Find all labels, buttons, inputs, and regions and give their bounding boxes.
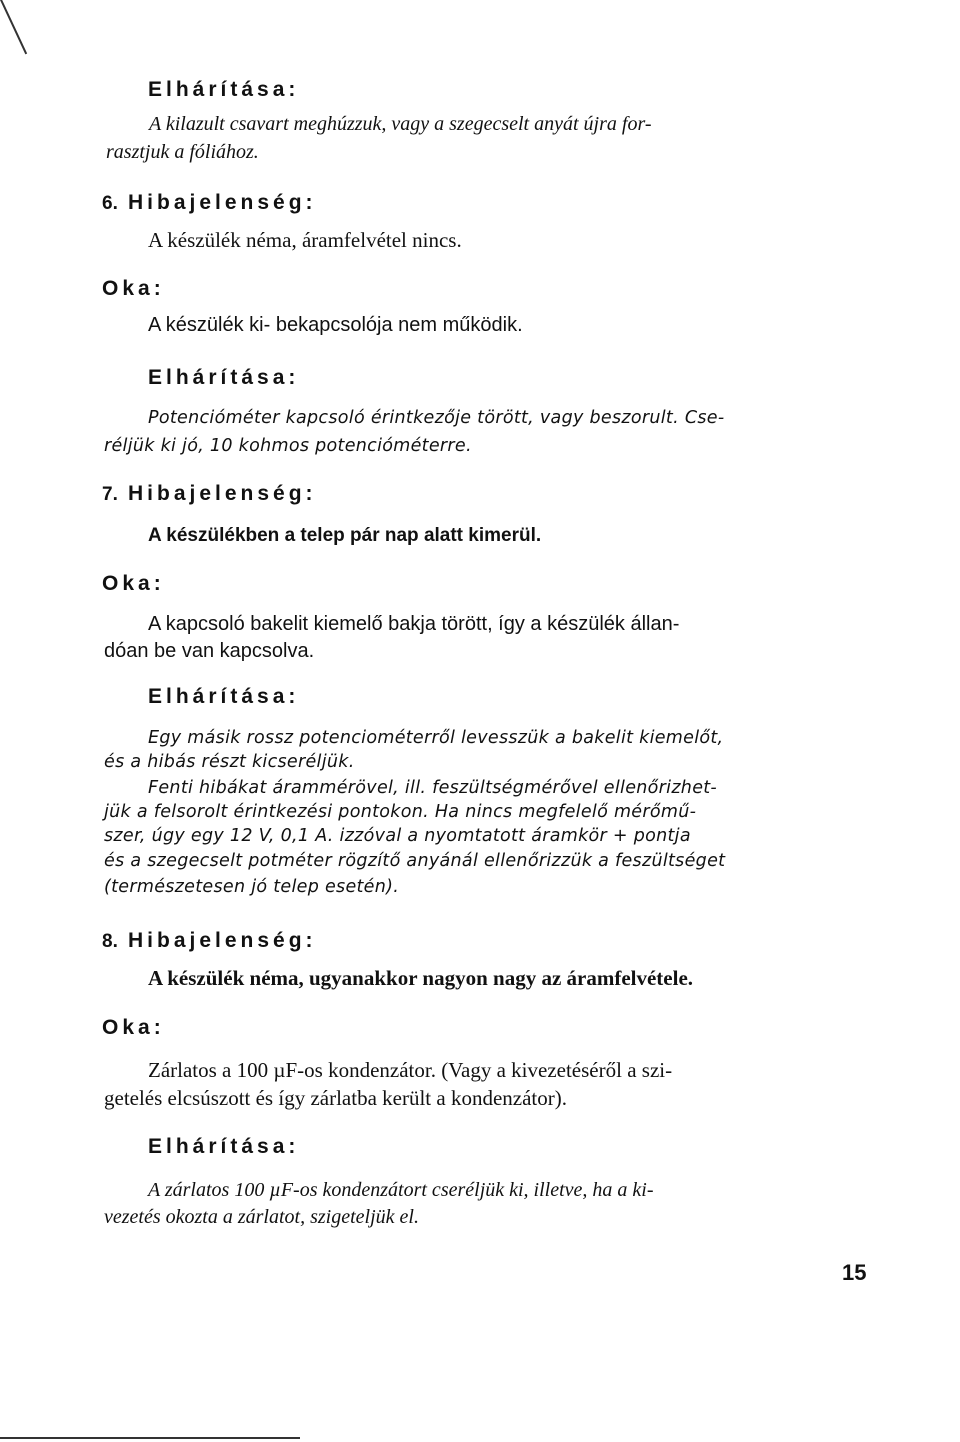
paragraph-line: A kapcsoló bakelit kiemelő bakja törött, így a készülék állan- xyxy=(148,613,680,635)
page-number: 15 xyxy=(842,1260,867,1285)
section-label-oka: Oka: xyxy=(102,1016,165,1039)
section-label-elharitasa: Elhárítása: xyxy=(148,1135,300,1158)
paragraph-line: A készülékben a telep pár nap alatt kimerül. xyxy=(148,525,542,546)
paragraph-line: A kilazult csavart meghúzzuk, vagy a szegecselt anyát újra for- xyxy=(149,113,652,135)
scan-mark-top-left xyxy=(0,0,27,54)
paragraph-line: Zárlatos a 100 µF-os kondenzátor. (Vagy a kivezetéséről a szi- xyxy=(148,1058,673,1082)
fault-number: 6. xyxy=(102,193,118,214)
paragraph-line: és a hibás részt kicseréljük. xyxy=(104,752,355,772)
paragraph-line: Egy másik rossz potenciométerről levesszük a bakelit kiemelőt, xyxy=(148,728,724,748)
section-label-oka: Oka: xyxy=(102,277,165,300)
fault-number: 8. xyxy=(102,931,118,952)
section-label-hibajelenseg: Hibajelenség: xyxy=(128,191,317,214)
section-label-hibajelenseg: Hibajelenség: xyxy=(128,482,317,505)
paragraph-line: szer, úgy egy 12 V, 0,1 A. izzóval a nyomtatott áramkör + pontja xyxy=(104,826,691,846)
paragraph-line: és a szegecselt potméter rögzítő anyánál ellenőrizzük a feszültséget xyxy=(104,851,726,871)
paragraph-line: jük a felsorolt érintkezési pontokon. Ha nincs megfelelő mérőmű- xyxy=(104,802,697,822)
paragraph-line: rasztjuk a fóliához. xyxy=(106,141,259,163)
paragraph-line: A zárlatos 100 µF-os kondenzátort cseréljük ki, illetve, ha a ki- xyxy=(148,1179,654,1201)
paragraph-line: dóan be van kapcsolva. xyxy=(104,640,315,662)
section-label-elharitasa: Elhárítása: xyxy=(148,78,300,101)
section-label-hibajelenseg: Hibajelenség: xyxy=(128,929,317,952)
paragraph-line: vezetés okozta a zárlatot, szigeteljük el. xyxy=(104,1206,419,1228)
paragraph-line: A készülék néma, ugyanakkor nagyon nagy az áramfelvétele. xyxy=(148,966,694,990)
scan-rule-bottom xyxy=(0,1437,300,1439)
paragraph-line: (természetesen jó telep esetén). xyxy=(104,877,400,897)
section-label-elharitasa: Elhárítása: xyxy=(148,366,300,389)
paragraph-line: getelés elcsúszott és így zárlatba került a kondenzátor). xyxy=(104,1086,567,1110)
fault-number: 7. xyxy=(102,484,118,505)
paragraph-line: Fenti hibákat árammérövel, ill. feszültségmérővel ellenőrizhet- xyxy=(148,778,718,798)
paragraph-line: réljük ki jó, 10 kohmos potencióméterre. xyxy=(104,436,472,456)
section-label-elharitasa: Elhárítása: xyxy=(148,685,300,708)
section-label-oka: Oka: xyxy=(102,572,165,595)
paragraph-line: A készülék néma, áramfelvétel nincs. xyxy=(148,228,462,252)
paragraph-line: A készülék ki- bekapcsolója nem működik. xyxy=(148,314,523,336)
paragraph-line: Potencióméter kapcsoló érintkezője törött, vagy beszorult. Cse- xyxy=(148,408,725,428)
